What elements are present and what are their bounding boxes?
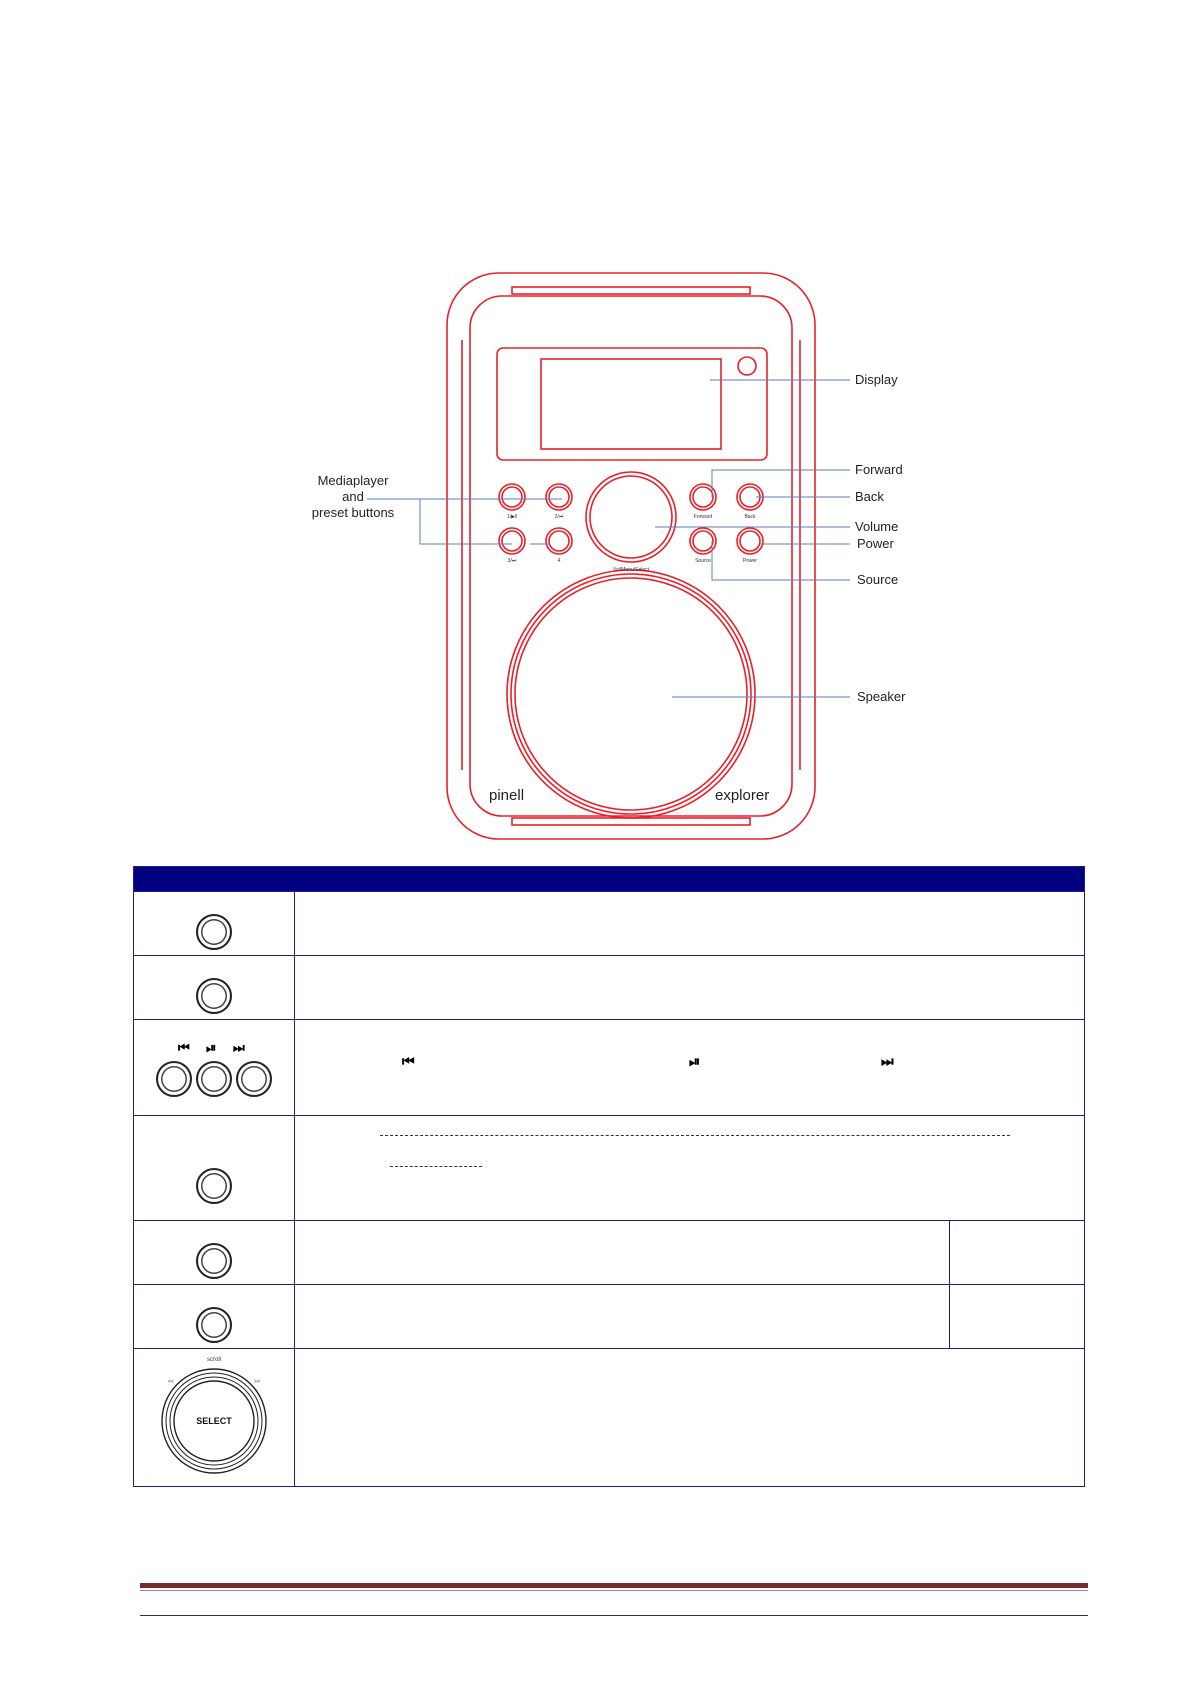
callout-forward: Forward	[855, 462, 903, 477]
brand-explorer: explorer	[715, 787, 770, 804]
row-description-cell	[295, 1020, 1085, 1116]
select-knob-center-label: SELECT	[196, 1416, 232, 1426]
table-row	[134, 1349, 1085, 1487]
row-icon-cell	[134, 1221, 295, 1285]
source-button-label: Source	[695, 558, 711, 564]
table-row	[134, 1116, 1085, 1221]
select-knob-top-label: scroll	[206, 1357, 222, 1363]
callout-lines	[367, 380, 850, 697]
dotted-rule	[380, 1135, 1010, 1136]
row-description-cell	[295, 1221, 950, 1285]
table-row	[134, 1285, 1085, 1349]
select-knob-left-label: <<	[168, 1379, 174, 1385]
footer-thin-rule	[140, 1590, 1088, 1591]
callout-display: Display	[855, 372, 898, 387]
callout-source: Source	[857, 572, 899, 587]
preset-button-4[interactable]	[546, 528, 572, 554]
select-knob-right-label: >>	[254, 1379, 260, 1385]
play-pause-icon: ⏯	[206, 1040, 217, 1056]
brand-pinell: pinell	[489, 787, 525, 804]
row-icon-cell	[134, 1116, 295, 1221]
footer-thick-rule	[140, 1583, 1088, 1588]
table-row	[134, 1020, 1085, 1116]
row-side-cell	[950, 1285, 1085, 1349]
preset-button-1[interactable]	[499, 484, 525, 510]
round-button-icon	[196, 1168, 232, 1204]
row-description-cell	[295, 892, 1085, 956]
row-icon-cell	[134, 892, 295, 956]
preset-3-label: 3/⏭	[507, 558, 517, 564]
table-row	[134, 956, 1085, 1020]
forward-button-label: Forward	[693, 514, 713, 520]
play-pause-inline-icon: ⏯	[689, 1054, 701, 1070]
speaker-grille	[507, 570, 755, 818]
row-icon-cell	[134, 1285, 295, 1349]
display-sensor	[738, 357, 756, 375]
select-knob-icon	[154, 1349, 274, 1481]
next-button-icon	[236, 1061, 272, 1097]
callout-power: Power	[857, 536, 894, 551]
callout-back: Back	[855, 489, 884, 504]
callout-presets-line2: and	[342, 489, 364, 504]
round-button-icon	[196, 1243, 232, 1279]
table-row	[134, 1221, 1085, 1285]
round-button-icon	[196, 914, 232, 950]
row-icon-cell	[134, 1349, 295, 1487]
play-pause-button-icon	[196, 1061, 232, 1097]
round-button-icon	[196, 978, 232, 1014]
row-description-cell	[295, 1285, 950, 1349]
table-row	[134, 892, 1085, 956]
previous-track-icon: ⏮	[178, 1040, 190, 1056]
preset-2-label: 2/⏮	[554, 514, 564, 520]
footer-bottom-rule	[140, 1615, 1088, 1616]
next-track-inline-icon: ⏭	[881, 1054, 894, 1070]
device-bottom-groove	[512, 818, 750, 825]
row-description-cell	[295, 956, 1085, 1020]
previous-track-inline-icon: ⏮	[402, 1054, 415, 1070]
table-header-row	[134, 867, 1085, 892]
preset-button-2[interactable]	[546, 484, 572, 510]
volume-knob-label: Vol/Menu/Select	[612, 567, 650, 573]
volume-knob[interactable]	[586, 472, 676, 562]
display-bezel	[497, 348, 767, 460]
table-header	[134, 867, 1085, 892]
row-icon-cell	[134, 1020, 295, 1116]
preset-4-label: 4	[557, 558, 561, 564]
device-outer-body	[447, 273, 815, 839]
preset-button-3[interactable]	[499, 528, 525, 554]
row-description-cell	[295, 1116, 1085, 1221]
device-top-groove	[512, 287, 750, 294]
callout-speaker: Speaker	[857, 689, 906, 704]
display-screen	[541, 359, 721, 449]
round-button-icon	[196, 1307, 232, 1343]
previous-button-icon	[156, 1061, 192, 1097]
controls-table	[133, 866, 1085, 1487]
back-button-label: Back	[744, 514, 756, 520]
power-button-label: Power	[742, 558, 758, 564]
power-button[interactable]	[737, 528, 763, 554]
dotted-rule-short	[390, 1166, 482, 1167]
callout-presets-line3: preset buttons	[311, 505, 395, 520]
preset-1-label: 1/▶‖	[506, 514, 518, 520]
row-icon-cell	[134, 956, 295, 1020]
row-description-cell	[295, 1349, 1085, 1487]
callout-presets-line1: Mediaplayer	[317, 473, 389, 488]
row-side-cell	[950, 1221, 1085, 1285]
callout-volume: Volume	[855, 519, 899, 534]
next-track-icon: ⏭	[233, 1040, 245, 1056]
